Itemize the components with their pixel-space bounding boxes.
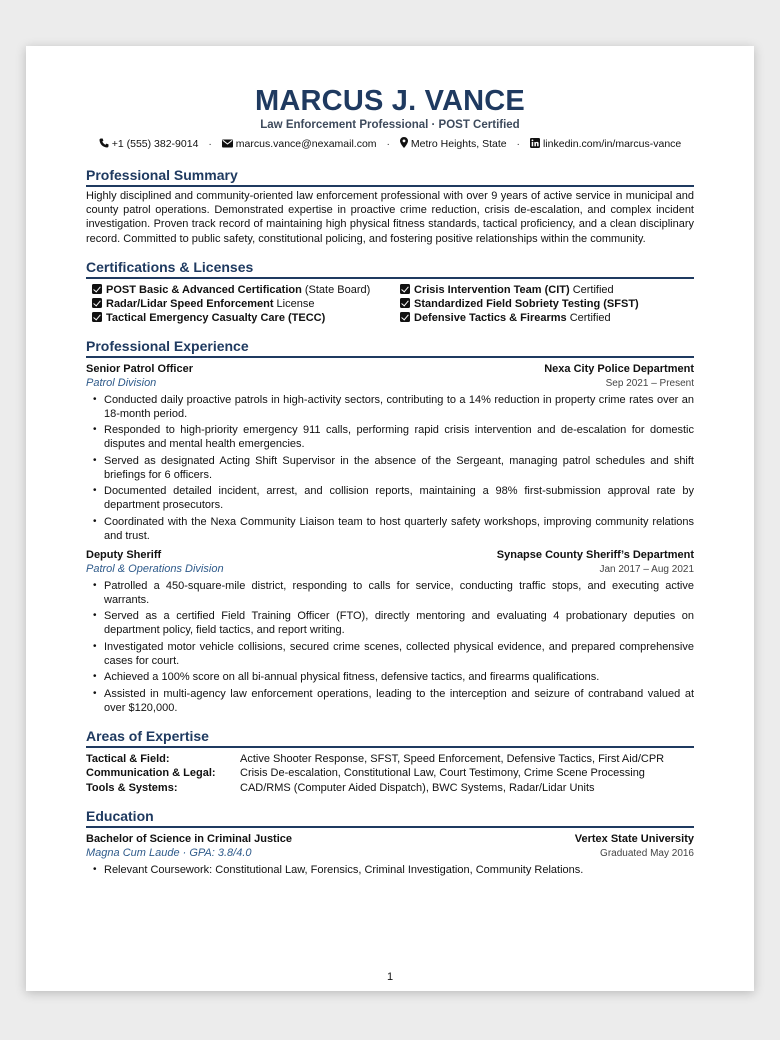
list-item: • Investigated motor vehicle collisions, secured crime scenes, collected physical evidence, and prepared comprehensive cases for court. (104, 640, 694, 668)
cert-item (86, 297, 390, 311)
summary-text: Highly disciplined and community-oriented law enforcement professional with over 9 years of active service in municipal and county patrol operations. Demonstrated expertise in proactive crime reduction, crisis de-escalation, and complex incident investigation. Proven track record of maintaining high physical fitness standards, tactical proficiency, and a clean disciplinary record. Committed to public safety, constitutional policing, and fostering positive relationships within the community. (86, 190, 694, 245)
job-dates: Jan 2017 – Aug 2021 (599, 563, 694, 575)
map-marker-icon (400, 137, 408, 148)
cert-name: POST Basic & Advanced Certification (106, 283, 302, 296)
checkbox-icon (400, 298, 410, 308)
certifications-section (86, 259, 694, 325)
degree: Bachelor of Science in Criminal Justice (86, 833, 293, 846)
checkbox-icon (92, 312, 102, 322)
section-title-summary: Professional Summary (86, 167, 694, 187)
job-entry (86, 362, 694, 543)
experience-section (86, 338, 694, 715)
expertise-skills: Active Shooter Response, SFST, Speed Enforcement, Defensive Tactics, First Aid/CPR (240, 752, 665, 765)
list-item: • Responded to high-priority emergency 911 calls, performing rapid crisis intervention and de-escalation for domestic disputes and mental health emergencies. (104, 423, 694, 451)
cert-name: Tactical Emergency Casualty Care (TECC) (106, 311, 326, 324)
cert-item (394, 311, 694, 325)
job-organization: Nexa City Police Department (544, 362, 694, 375)
list-item: • Patrolled a 450-square-mile district, responding to calls for service, conducting traffic stops, and executing active warrants. (104, 579, 694, 607)
linkedin-text: linkedin.com/in/marcus-vance (542, 138, 682, 150)
checkbox-icon (400, 284, 410, 294)
section-title-expertise: Areas of Expertise (86, 728, 694, 748)
honors: Magna Cum Laude · GPA: 3.8/4.0 (86, 847, 252, 860)
education-section (86, 808, 694, 877)
cert-detail: License (273, 297, 315, 310)
expertise-row (86, 781, 694, 796)
list-item: • Served as designated Acting Shift Supervisor in the absence of the Sergeant, managing patrol schedules and shift briefings for 6 officers. (104, 454, 694, 482)
list-item: • Achieved a 100% score on all bi-annual physical fitness, defensive tactics, and firearms qualifications. (104, 670, 694, 684)
candidate-name: MARCUS J. VANCE (255, 85, 525, 117)
list-item: • Conducted daily proactive patrols in high-activity sectors, contributing to a 14% reduction in property crime rates over an 18-month period. (104, 393, 694, 421)
checkbox-icon (400, 312, 410, 322)
education-entry (86, 832, 694, 877)
job-entry (86, 548, 694, 715)
envelope-icon (222, 139, 233, 148)
checkbox-icon (92, 284, 102, 294)
list-item: • Documented detailed incident, arrest, and collision reports, maintaining a 98% first-submission approval rate by department prosecutors. (104, 484, 694, 512)
section-title-education: Education (86, 808, 694, 828)
email-text: marcus.vance@nexamail.com (235, 138, 377, 150)
section-title-experience: Professional Experience (86, 338, 694, 358)
cert-name: Defensive Tactics & Firearms (414, 311, 567, 324)
phone-icon (99, 138, 109, 148)
contact-linkedin[interactable] (530, 138, 681, 150)
cert-detail: Certified (569, 283, 614, 296)
job-bullets (86, 393, 694, 543)
list-item: • Relevant Coursework: Constitutional Law, Forensics, Criminal Investigation, Community Relations. (104, 863, 694, 877)
resume-page (26, 46, 754, 991)
location-text: Metro Heights, State (410, 138, 507, 150)
cert-name: Standardized Field Sobriety Testing (SFST) (414, 297, 639, 310)
expertise-category: Communication & Legal: (86, 767, 216, 780)
education-bullets (86, 863, 694, 877)
contact-separator: · (208, 138, 212, 150)
job-division: Patrol & Operations Division (86, 562, 224, 575)
job-organization: Synapse County Sheriff’s Department (496, 548, 694, 561)
job-dates: Sep 2021 – Present (605, 377, 694, 389)
job-title: Senior Patrol Officer (86, 362, 193, 375)
expertise-section (86, 728, 694, 796)
contact-line (86, 137, 694, 151)
job-title: Deputy Sheriff (86, 548, 162, 561)
cert-detail: Certified (566, 311, 611, 324)
linkedin-icon (530, 138, 540, 148)
expertise-row (86, 766, 694, 781)
resume-content (86, 84, 694, 880)
page-number: 1 (386, 971, 394, 983)
expertise-table (86, 752, 694, 796)
cert-detail: (State Board) (301, 283, 371, 296)
contact-location (400, 138, 510, 150)
expertise-skills: CAD/RMS (Computer Aided Dispatch), BWC Systems, Radar/Lidar Units (240, 781, 595, 794)
expertise-row (86, 752, 694, 767)
contact-separator: · (386, 138, 390, 150)
expertise-category: Tactical & Field: (86, 752, 170, 765)
candidate-tagline: Law Enforcement Professional · POST Certified (260, 119, 520, 131)
phone-text: +1 (555) 382-9014 (111, 138, 199, 150)
expertise-skills: Crisis De-escalation, Constitutional Law, Court Testimony, Crime Scene Processing (240, 767, 645, 780)
cert-item (86, 311, 390, 325)
job-bullets (86, 579, 694, 715)
list-item: • Coordinated with the Nexa Community Liaison team to host quarterly safety workshops, improving community relations and trust. (104, 515, 694, 543)
cert-item (394, 297, 694, 311)
section-title-certifications: Certifications & Licenses (86, 259, 694, 279)
expertise-category: Tools & Systems: (86, 781, 178, 794)
contact-email[interactable] (222, 138, 380, 150)
job-division: Patrol Division (86, 376, 157, 389)
list-item: • Served as a certified Field Training Officer (FTO), directly mentoring and evaluating 4 probationary deputies on department policy, field tactics, and report writing. (104, 609, 694, 637)
checkbox-icon (92, 298, 102, 308)
contact-phone[interactable] (99, 138, 202, 150)
certifications-grid (86, 283, 694, 325)
school: Vertex State University (574, 833, 694, 846)
summary-section (86, 167, 694, 246)
cert-name: Crisis Intervention Team (CIT) (414, 283, 570, 296)
contact-separator: · (516, 138, 521, 150)
list-item: • Assisted in multi-agency law enforcement operations, leading to the interception and seizure of contraband valued at over $120,000. (104, 687, 694, 715)
cert-item (86, 283, 390, 297)
graduation-date: Graduated May 2016 (600, 848, 694, 860)
cert-item (394, 283, 694, 297)
cert-name: Radar/Lidar Speed Enforcement (106, 297, 274, 310)
